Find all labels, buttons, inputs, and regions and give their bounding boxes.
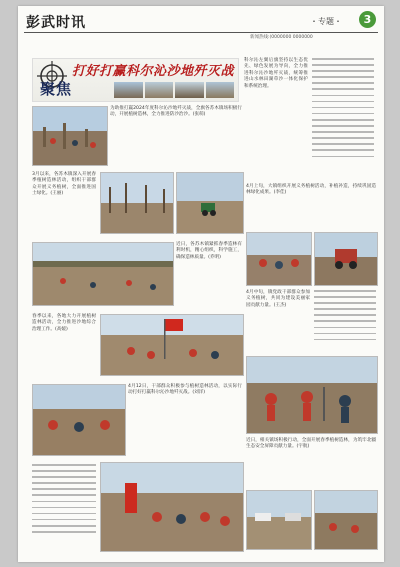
photo-planting-2 [100, 172, 174, 234]
article-4-text: 近日，各苏木镇紧抓春季造林有利时机，精心组织，科学施工，确保造林质量。(乔明) [176, 242, 242, 260]
photo-volunteers-shovels [246, 356, 378, 434]
masthead-title: 彭武时讯 [26, 15, 86, 31]
bottom-left-text [32, 464, 96, 537]
section-label: ・专题・ [310, 17, 342, 26]
focus-label: 聚焦 [40, 80, 73, 98]
photo-volunteers-1 [246, 232, 312, 286]
masthead-meta: 新闻热线:(0000000 0000000 [250, 35, 313, 40]
intro-text: 科尔沁左翼后旗坚持以生态优先、绿色发展为导向，全力推进科尔沁沙地歼灭战，统筹推进山水林田湖草沙一体化保护和系统治理。 [244, 58, 308, 89]
photo-field-workers [32, 242, 174, 306]
photo-red-flag-planting [100, 314, 244, 376]
newspaper-page [18, 6, 384, 562]
article-1-text: 为助推打赢2024年度科尔沁沙地歼灭战，全旗各苏木镇场积极行动，开展植树造林，全力推进防沙治沙。(张萌) [110, 106, 242, 118]
photo-planting-1 [32, 106, 108, 166]
intro-text-continued [312, 58, 374, 162]
photo-vehicles-field [246, 490, 312, 550]
photo-volunteers-2 [314, 490, 378, 550]
article-2-text: 3月以来，各苏木镇深入开展春季植树造林活动，组织干部群众开展义务植树，全面推进国土绿化。(王丽) [32, 172, 96, 197]
article-8-text: 近日，相关镇场积极行动，全面开展春季植树造林，为筑牢北疆生态安全屏障贡献力量。(宇航) [246, 438, 376, 450]
photo-tractor-field [176, 172, 244, 234]
feature-title: 打好打赢科尔沁沙地歼灭战 [72, 64, 235, 79]
article-3-text: 4月上旬，大镇组织开展义务植树活动，补植补造，持续巩固造林绿化成果。(李佳) [246, 184, 376, 196]
photo-tractor-volunteers [314, 232, 378, 286]
article-5-text-continued [314, 290, 376, 345]
masthead-rule [24, 32, 378, 33]
article-5-text: 4月中旬，镇党政干部群众参加义务植树，共同为建设美丽家园贡献力量。(王杰) [246, 290, 310, 308]
photo-planting-group [32, 384, 126, 456]
page-number-badge: 3 [359, 11, 376, 28]
article-6-text: 春季以来，各地大力开展植树造林活动，全力推进沙地综合治理工作。(高媛) [32, 314, 96, 332]
banner-photo-strip [114, 82, 234, 98]
photo-banner-volunteers [100, 462, 244, 552]
article-7-text: 4月12日，干部群众积极参与植树造林活动，以实际行动打好打赢科尔沁沙地歼灭战。(刘洋) [128, 384, 242, 396]
